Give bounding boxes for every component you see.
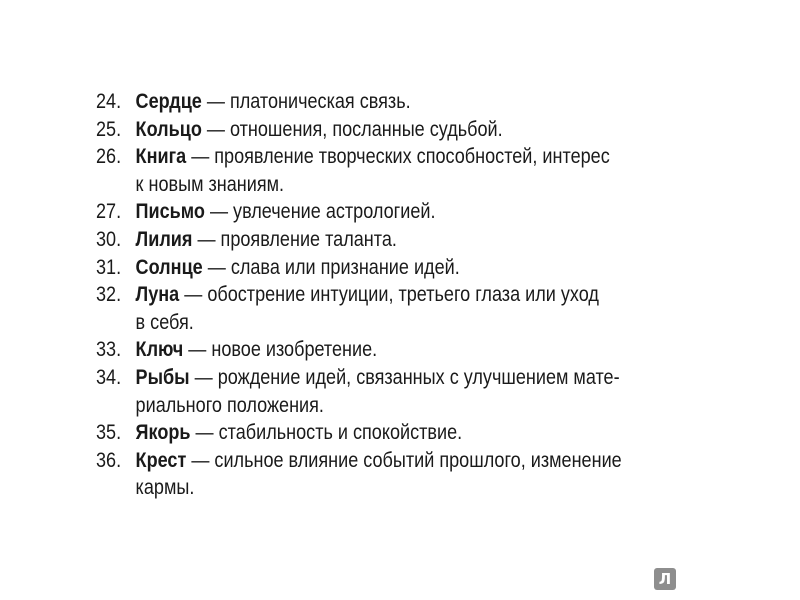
- entry-number: 32.: [96, 283, 122, 307]
- entry-body: [136, 336, 647, 364]
- entry-description: — проявление таланта.: [197, 227, 397, 251]
- entry-number: 26.: [96, 145, 122, 169]
- entry-number: 24.: [96, 90, 122, 113]
- list-item: [96, 143, 646, 198]
- entry-line: [136, 116, 647, 144]
- entry-body: [136, 88, 647, 116]
- entry-line: [136, 254, 647, 282]
- entry-number: 33.: [96, 338, 122, 362]
- entry-number: 27.: [96, 200, 122, 224]
- entry-term: Луна: [135, 283, 180, 307]
- list-item: [96, 226, 646, 254]
- entry-term: Кольцо: [135, 117, 202, 141]
- entry-body: [136, 364, 647, 419]
- entry-number: 36.: [96, 448, 122, 472]
- entry-number: 30.: [96, 227, 122, 251]
- entry-line: [136, 143, 647, 171]
- list-item: [96, 336, 646, 364]
- entry-continuation: в себя.: [135, 310, 194, 334]
- list-item: [96, 447, 646, 502]
- entry-continuation: кармы.: [135, 476, 195, 500]
- list-item: [96, 198, 646, 226]
- entry-description: — обострение интуиции, третьего глаза или уход: [184, 283, 599, 307]
- list-item: [96, 254, 646, 282]
- list-item: [96, 419, 646, 447]
- entry-body: [136, 198, 647, 226]
- entry-body: [136, 143, 647, 198]
- entry-description: — увлечение астрологией.: [209, 200, 436, 224]
- publisher-logo-icon: Л: [654, 568, 676, 590]
- entry-continuation: риального положения.: [135, 393, 324, 417]
- entry-description: — стабильность и спокойствие.: [195, 421, 463, 445]
- entry-description: — слава или признание идей.: [207, 255, 460, 279]
- entry-term: Ключ: [135, 338, 184, 362]
- entry-description: — сильное влияние событий прошлого, изменение: [191, 448, 622, 472]
- entry-continuation: к новым знаниям.: [135, 172, 285, 196]
- entry-description: — новое изобретение.: [188, 338, 378, 362]
- entry-term: Якорь: [135, 421, 191, 445]
- entry-number: 34.: [96, 365, 122, 389]
- entry-term: Лилия: [135, 227, 193, 251]
- entry-line: [136, 281, 647, 309]
- entry-line: [136, 198, 647, 226]
- entry-description: — отношения, посланные судьбой.: [206, 117, 503, 141]
- entry-number: 31.: [96, 255, 122, 279]
- entry-line: [136, 447, 647, 475]
- entry-description: — рождение идей, связанных с улучшением мате-: [194, 365, 620, 389]
- entry-body: [136, 281, 647, 336]
- entry-term: Сердце: [135, 90, 202, 113]
- entry-body: [136, 116, 647, 144]
- entry-line: [136, 419, 647, 447]
- entry-body: [136, 419, 647, 447]
- entry-body: [136, 226, 647, 254]
- entry-line: [136, 88, 647, 116]
- list-item: [96, 88, 646, 116]
- entry-line: [136, 336, 647, 364]
- entry-number: 25.: [96, 117, 122, 141]
- entry-description: — проявление творческих способностей, интерес: [191, 145, 610, 169]
- list-item: [96, 364, 646, 419]
- entry-term: Книга: [135, 145, 187, 169]
- entry-term: Рыбы: [135, 365, 190, 389]
- entry-description: — платоническая связь.: [206, 90, 411, 113]
- entry-number: 35.: [96, 421, 122, 445]
- list-item: [96, 116, 646, 144]
- entry-term: Крест: [135, 448, 187, 472]
- list-item: [96, 281, 646, 336]
- entry-body: [136, 447, 647, 502]
- entry-line: [136, 364, 647, 392]
- entry-term: Солнце: [135, 255, 203, 279]
- entry-term: Письмо: [135, 200, 205, 224]
- symbol-meaning-list: [96, 88, 736, 502]
- entry-line: [136, 226, 647, 254]
- entry-body: [136, 254, 647, 282]
